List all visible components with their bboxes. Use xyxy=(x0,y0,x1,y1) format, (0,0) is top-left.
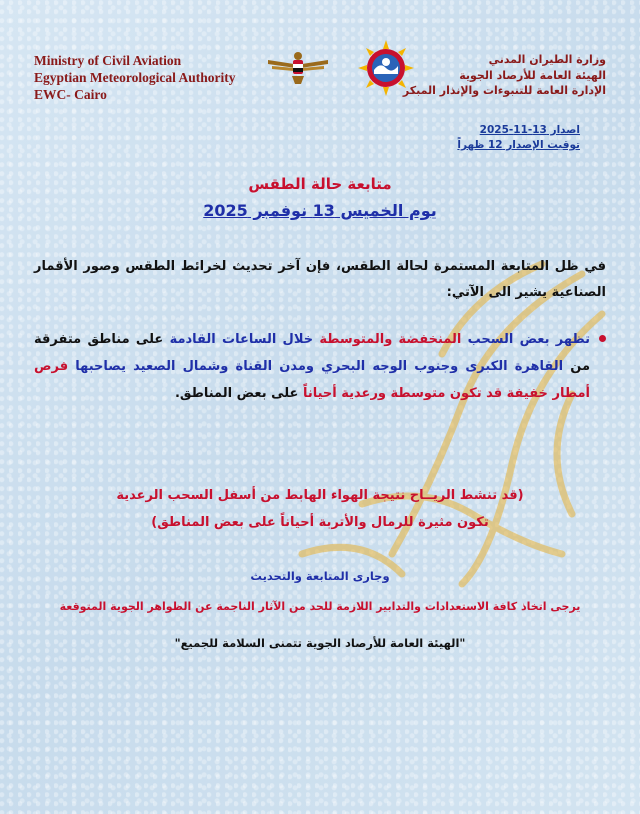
header-en-line: Egyptian Meteorological Authority xyxy=(34,70,236,85)
header-arabic xyxy=(403,52,606,99)
issue-time: توقيت الإصدار 12 ظهراً xyxy=(457,139,580,151)
wind-note-line: (قد تنشط الريــاح نتيجة الهواء الهابط من أسفل السحب الرعدية xyxy=(116,488,524,503)
precaution-warning: يرجى اتخاذ كافة الاستعدادات والتدابير اللازمة للحد من الآثار الناجمة عن الظواهر الجوية المتوقعة xyxy=(59,600,581,613)
forecast-timing: خلال الساعات القادمة xyxy=(169,332,314,347)
bulletin-page xyxy=(12,34,628,806)
header-english xyxy=(34,52,236,103)
forecast-bullet xyxy=(34,326,606,407)
header-en-line: Ministry of Civil Aviation xyxy=(34,53,182,68)
bullet-dot-icon xyxy=(599,335,606,342)
forecast-accompanied: يصاحبها xyxy=(75,359,126,374)
header-ar-line: الإدارة العامة للتنبوءات والإنذار المبكر xyxy=(402,84,606,97)
wind-note xyxy=(12,482,628,536)
header-ar-line: وزارة الطيران المدني xyxy=(488,53,606,66)
follow-up-text: وجارى المتابعة والتحديث xyxy=(250,569,390,583)
forecast-areas: القاهرة الكبرى وجنوب الوجه البحري ومدن القناة وشمال الصعيد xyxy=(133,359,564,374)
bulletin-date: يوم الخميس 13 نوفمبر 2025 xyxy=(203,201,437,220)
issue-info xyxy=(457,123,580,153)
eagle-emblem-icon xyxy=(266,46,330,86)
issue-date: اصدار 13-11-2025 xyxy=(479,124,580,136)
header-ar-line: الهيئة العامة للأرصاد الجوية xyxy=(459,68,606,82)
forecast-rain: فرص أمطار خفيفة قد تكون متوسطة ورعدية أحياناً xyxy=(34,359,590,401)
forecast-clouds: تظهر بعض السحب xyxy=(467,332,591,347)
forecast-areas-intro: على مناطق متفرقة من xyxy=(34,332,591,374)
safety-wish: "الهيئة العامة للأرصاد الجوية تتمنى السلامة للجميع" xyxy=(174,636,466,650)
forecast-tail: على بعض المناطق. xyxy=(174,386,299,401)
forecast-cloud-types: المنخفضة والمتوسطة xyxy=(319,332,462,347)
intro-paragraph: في ظل المتابعة المستمرة لحالة الطقس، فإن آخر تحديث لخرائط الطقس وصور الأقمار الصناعية يشير الى الآتي: xyxy=(34,259,606,300)
bulletin-title: متابعة حالة الطقس xyxy=(248,175,392,193)
forecast-text xyxy=(34,326,590,407)
header-en-line: EWC- Cairo xyxy=(34,87,107,102)
wind-note-line: تكون مثيرة للرمال والأتربة أحياناً على بعض المناطق) xyxy=(151,515,489,530)
